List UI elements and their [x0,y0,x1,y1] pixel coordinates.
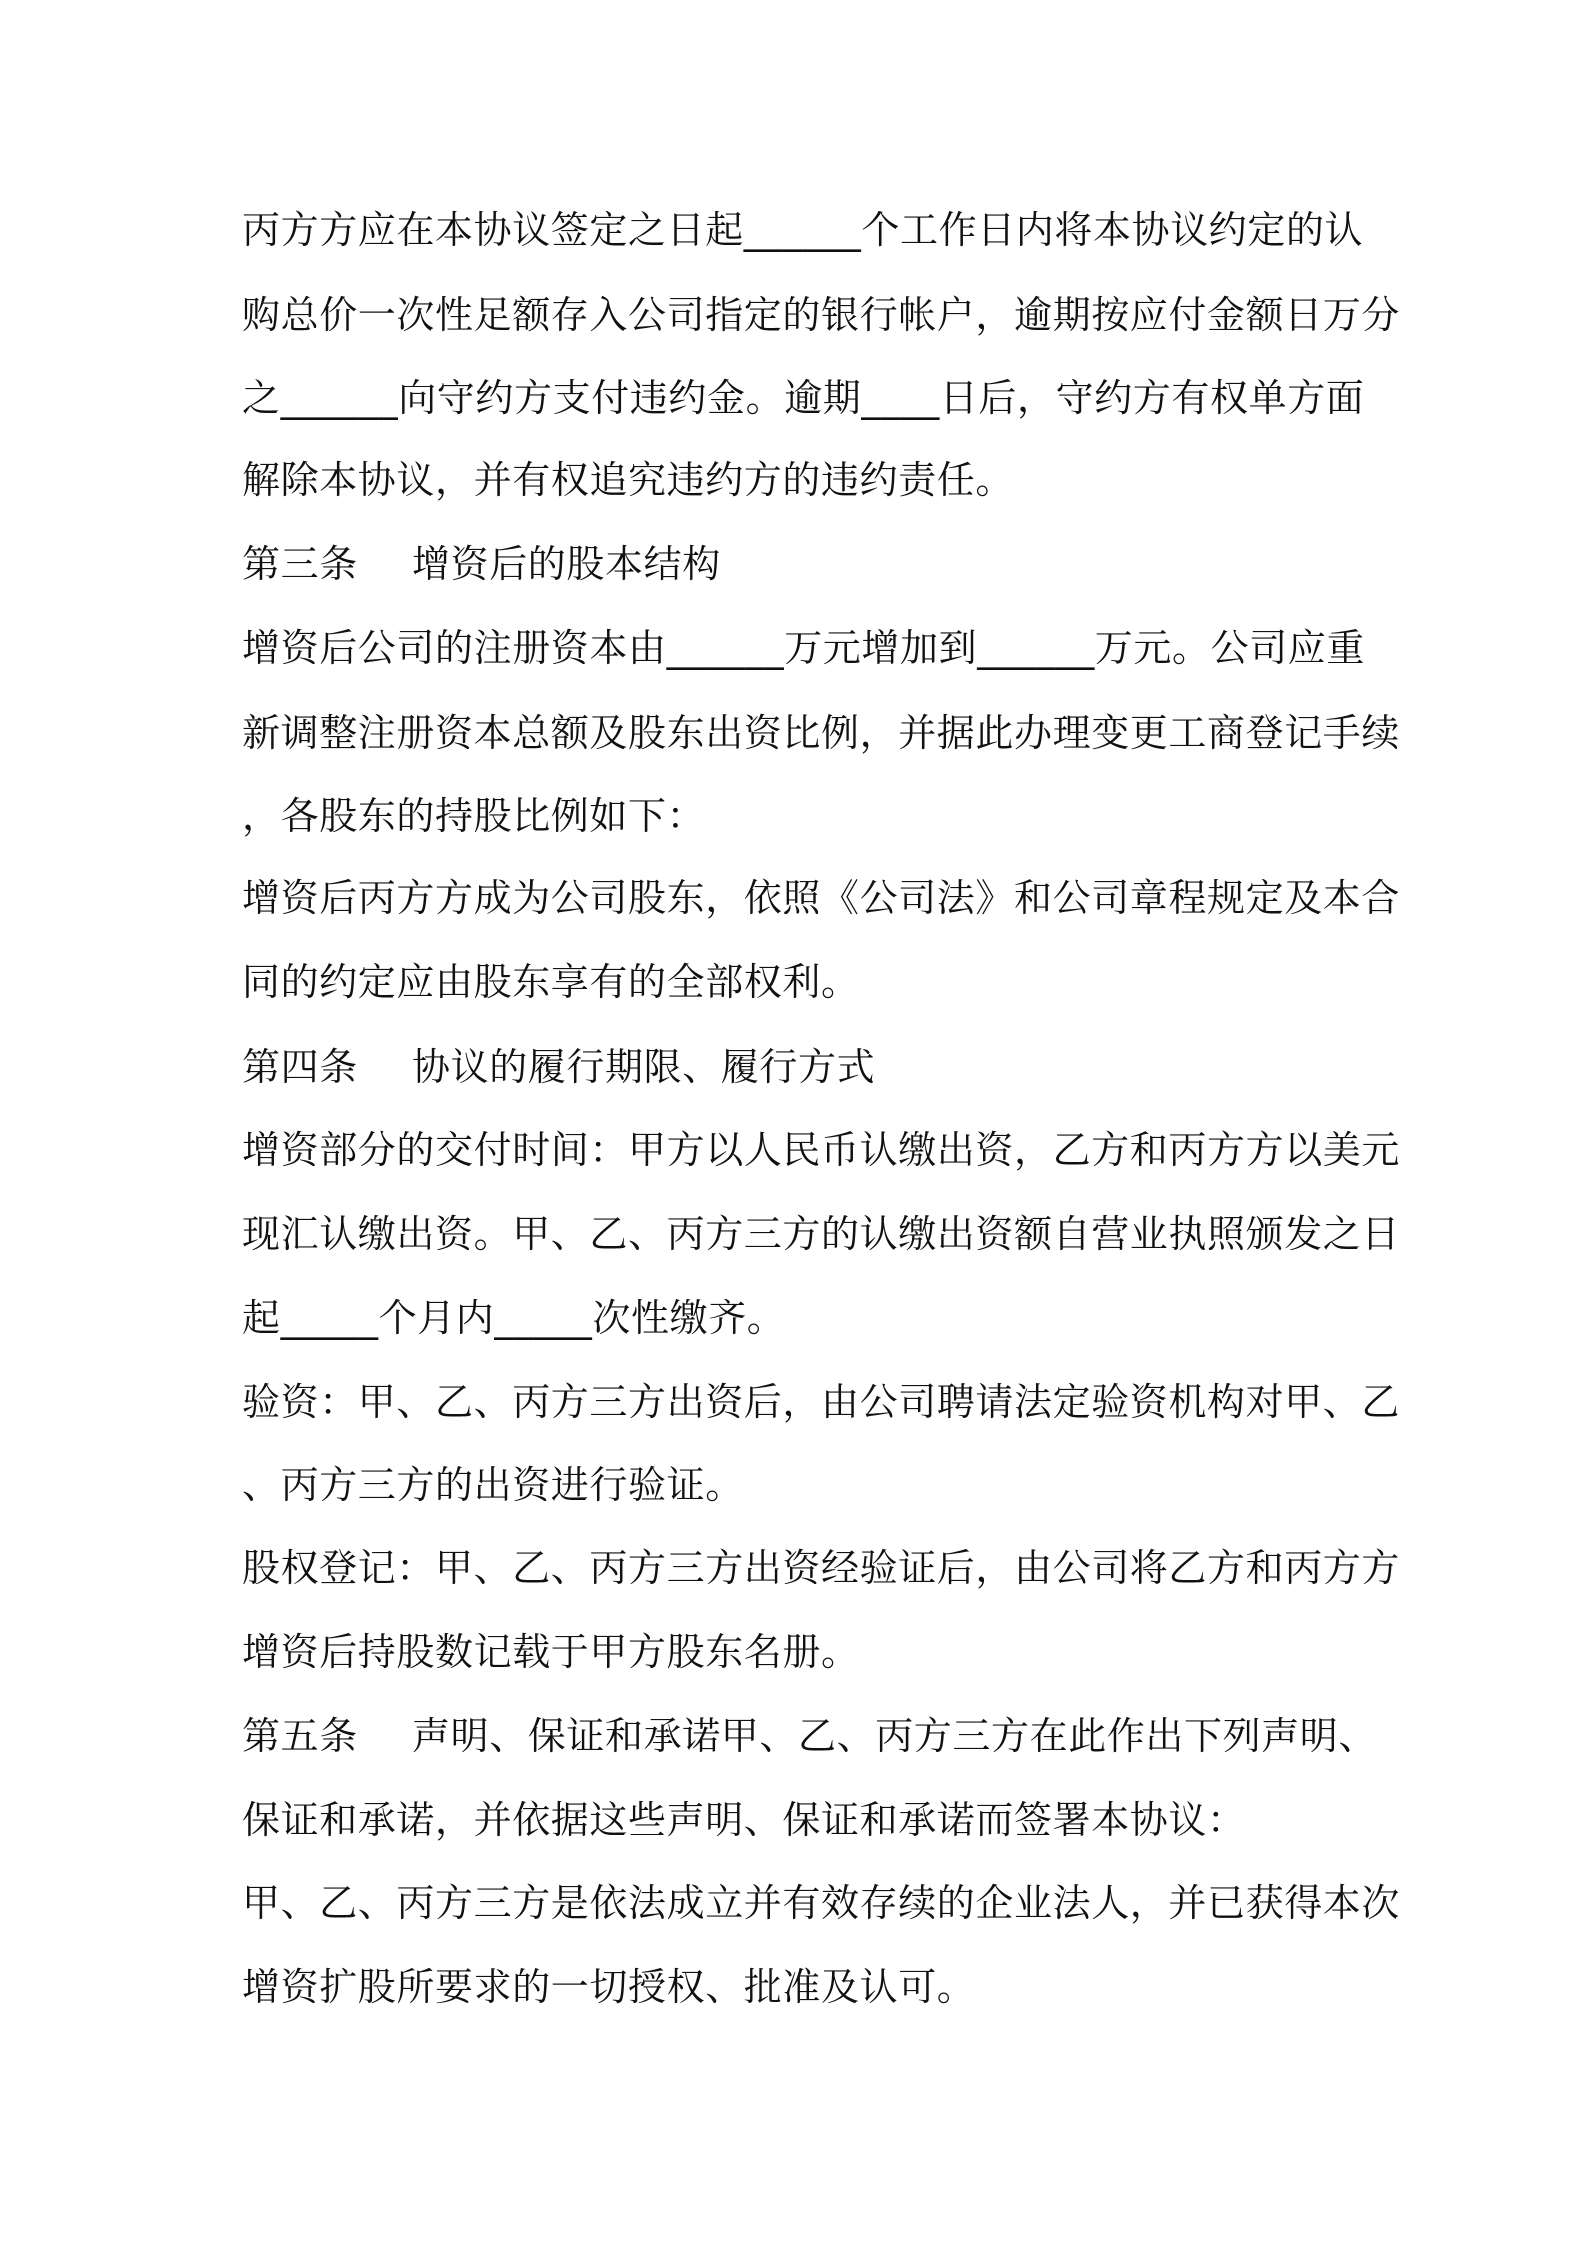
text-line: 起_____个月内_____次性缴齐。 [242,1296,786,1340]
text-line: 增资部分的交付时间：甲方以人民币认缴出资，乙方和丙方方以美元 [242,1128,1401,1172]
text-line: 增资扩股所要求的一切授权、批准及认可。 [242,1965,976,2009]
text-line: 丙方方应在本协议签定之日起______个工作日内将本协议约定的认 [242,208,1364,252]
section-heading-3 [242,534,1362,594]
text-line: 、丙方三方的出资进行验证。 [242,1463,744,1507]
text-line: 之______向守约方支付违约金。逾期____日后，守约方有权单方面 [242,376,1365,420]
section-heading-4 [242,1037,1362,1097]
text-line: 解除本协议，并有权追究违约方的违约责任。 [242,458,1015,502]
text-line: 同的约定应由股东享有的全部权利。 [242,960,860,1004]
text-line: 股权登记：甲、乙、丙方三方出资经验证后，由公司将乙方和丙方方 [242,1546,1401,1590]
text-line: 购总价一次性足额存入公司指定的银行帐户，逾期按应付金额日万分 [242,293,1401,337]
text-line: 甲、乙、丙方三方是依法成立并有效存续的企业法人，并已获得本次 [242,1881,1401,1925]
section-title: 增资后的股本结构 [412,542,721,586]
text-line: 保证和承诺，并依据这些声明、保证和承诺而签署本协议： [242,1798,1246,1842]
section-heading-5 [242,1706,1378,1766]
text-line: 新调整注册资本总额及股东出资比例，并据此办理变更工商登记手续 [242,711,1401,755]
section-title: 声明、保证和承诺甲、乙、丙方三方在此作出下列声明、 [412,1714,1378,1758]
text-line: ，各股东的持股比例如下： [242,794,706,838]
section-number: 第五条 [242,1714,358,1758]
text-line: 增资后丙方方成为公司股东，依照《公司法》和公司章程规定及本合 [242,876,1401,920]
section-title: 协议的履行期限、履行方式 [412,1045,876,1089]
text-line: 增资后持股数记载于甲方股东名册。 [242,1630,860,1674]
text-line: 增资后公司的注册资本由______万元增加到______万元。公司应重 [242,626,1366,670]
text-line: 验资：甲、乙、丙方三方出资后，由公司聘请法定验资机构对甲、乙 [242,1380,1401,1424]
section-number: 第三条 [242,542,358,586]
section-number: 第四条 [242,1045,358,1089]
text-line: 现汇认缴出资。甲、乙、丙方三方的认缴出资额自营业执照颁发之日 [242,1212,1401,1256]
